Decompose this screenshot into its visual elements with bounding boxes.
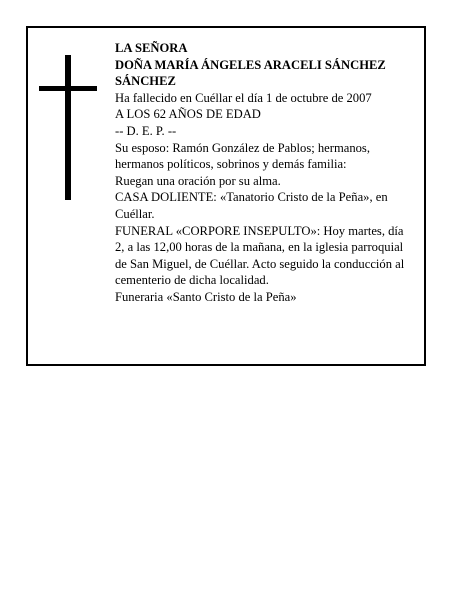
mourning-house: CASA DOLIENTE: «Tanatorio Cristo de la Peña», en Cuéllar.: [115, 190, 388, 221]
obituary-text: [115, 40, 415, 306]
cross-horizontal-bar: [39, 86, 97, 91]
cross-vertical-bar: [65, 55, 71, 200]
prayer-request: Ruegan una oración por su alma.: [115, 173, 281, 188]
funeral-home: Funeraria «Santo Cristo de la Peña»: [115, 289, 297, 304]
funeral-details: FUNERAL «CORPORE INSEPULTO»: Hoy martes, día 2, a las 12,00 horas de la mañana, en la iglesia parroquial de San Miguel, de Cuéllar. Acto seguido la conducción al cementerio de dicha localidad.: [115, 223, 405, 288]
cross-icon: [39, 55, 97, 200]
obituary-notice: [26, 26, 426, 366]
family-members: Su esposo: Ramón González de Pablos; hermanos, hermanos políticos, sobrinos y demás familia:: [115, 140, 370, 172]
notice-title: LA SEÑORA: [115, 41, 188, 55]
age-line: A LOS 62 AÑOS DE EDAD: [115, 107, 261, 122]
death-announcement: Ha fallecido en Cuéllar el día 1 de octubre de 2007: [115, 90, 372, 105]
deceased-name: DOÑA MARÍA ÁNGELES ARACELI SÁNCHEZ SÁNCHEZ: [115, 57, 386, 89]
rest-in-peace: -- D. E. P. --: [115, 123, 177, 138]
